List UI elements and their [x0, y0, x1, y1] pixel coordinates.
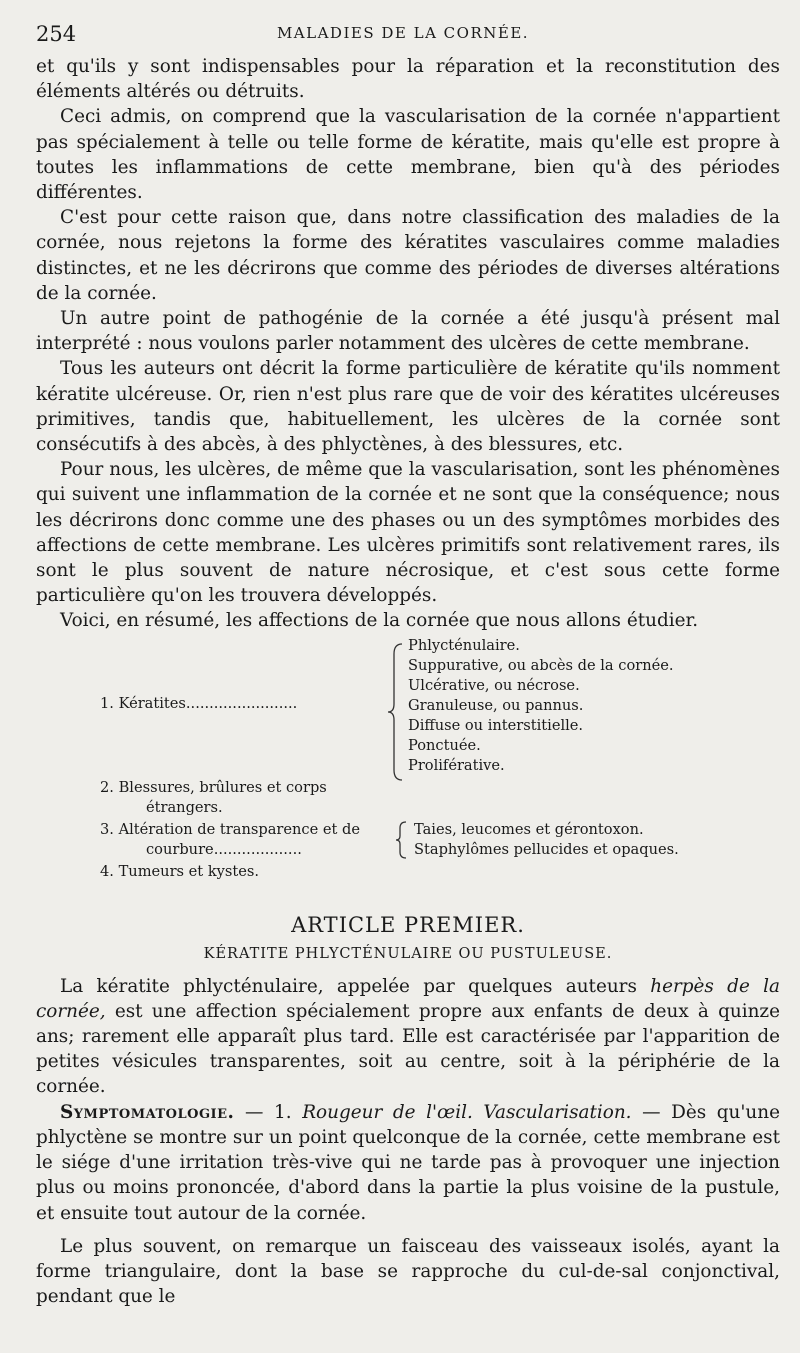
paragraph: Pour nous, les ulcères, de même que la vascularisation, sont les phénomènes qui suivent une inflammation de la cornée et ne sont que la conséquence; nous les décrirons donc comme une des phases ou un des symptômes morbides des affections de cette membrane. Les ulcères primitifs sont relativement rares, ils sont le plus souvent de nature nécrosique, et c'est sous cette forme particulière qu'on les trouvera développés. [36, 459, 780, 607]
page-body [36, 54, 780, 1309]
item-2-line2: étrangers. [146, 798, 223, 816]
paragraph: C'est pour cette raison que, dans notre classification des maladies de la cornée, nous rejetons la forme des kératites vasculaires comme maladies distinctes, et ne les décrirons que comme des périodes de diverses altérations de la cornée. [36, 207, 780, 304]
classification-table [36, 636, 780, 896]
keratite-type: Suppurative, ou abcès de la cornée. [408, 656, 674, 674]
alteration-type: Taies, leucomes et gérontoxon. [414, 820, 644, 838]
paragraph: et qu'ils y sont indispensables pour la réparation et la reconstitution des éléments altérés ou détruits. [36, 56, 780, 103]
paragraph: Un autre point de pathogénie de la cornée a été jusqu'à présent mal interprété : nous voulons parler notamment des ulcères de cette membrane. [36, 308, 780, 355]
item-2-line1: 2. Blessures, brûlures et corps [100, 778, 327, 796]
keratite-type: Diffuse ou interstitielle. [408, 716, 584, 734]
article-title: ARTICLE PREMIER. [291, 912, 525, 937]
paragraph: Ceci admis, on comprend que la vascularisation de la cornée n'appartient pas spécialement à telle ou telle forme de kératite, mais qu'elle est propre à toutes les inflammations de cette membrane, bien qu'à des périodes différentes. [36, 106, 780, 204]
item-4: 4. Tumeurs et kystes. [100, 862, 260, 880]
keratite-type: Phlycténulaire. [408, 636, 520, 654]
alteration-type: Staphylômes pellucides et opaques. [414, 840, 679, 858]
brace-icon [394, 820, 408, 860]
paragraph: Voici, en résumé, les affections de la cornée que nous allons étudier. [60, 610, 699, 632]
paragraph: Tous les auteurs ont décrit la forme particulière de kératite qu'ils nomment kératite ulcéreuse. Or, rien n'est plus rare que de voir des kératites ulcéreuses primitives, tandis que, habituellement, les ulcères de la cornée sont consécutifs à des abcès, à des phlyctènes, à des blessures, etc. [36, 358, 780, 456]
item-3-line1: 3. Altération de transparence et de [100, 820, 360, 838]
paragraph: Le plus souvent, on remarque un faisceau des vaisseaux isolés, ayant la forme triangulaire, dont la base se rapproche du cul-de-sal conjonctival, pendant que le [36, 1235, 780, 1308]
keratites-label: 1. Kératites........................ [100, 694, 298, 712]
symptoms-paragraph: Symptomatologie. — 1. Rougeur de l'œil. Vascularisation. — Dès qu'une phlyctène se montre sur un point quelconque de la cornée, cette membrane est le siége d'une irritation très-vive qui ne tarde pas à provoquer une injection plus ou moins prononcée, d'abord dans la partie la plus voisine de la pustule, et ensuite tout autour de la cornée. [36, 1101, 780, 1224]
keratite-type: Ulcérative, ou nécrose. [408, 676, 580, 694]
page-header [36, 22, 770, 48]
keratite-type: Proliférative. [408, 756, 505, 774]
item-3-line2: courbure................... [146, 840, 302, 858]
intro-paragraph: La kératite phlycténulaire, appelée par quelques auteurs herpès de la cornée, est une affection spécialement propre aux enfants de deux à quinze ans; rarement elle apparaît plus tard. Elle est caractérisée par l'apparition de petites vésicules transparentes, soit au centre, soit à la périphérie de la cornée. [36, 975, 780, 1098]
symptoms-heading: Symptomatologie. [60, 1101, 235, 1123]
section-title: KÉRATITE PHLYCTÉNULAIRE OU PUSTULEUSE. [203, 945, 613, 962]
running-title: MALADIES DE LA CORNÉE. [276, 24, 530, 42]
page-number: 254 [36, 22, 77, 46]
keratite-type: Granuleuse, ou pannus. [408, 696, 584, 714]
keratite-type: Ponctuée. [408, 736, 481, 754]
brace-icon [386, 642, 406, 782]
